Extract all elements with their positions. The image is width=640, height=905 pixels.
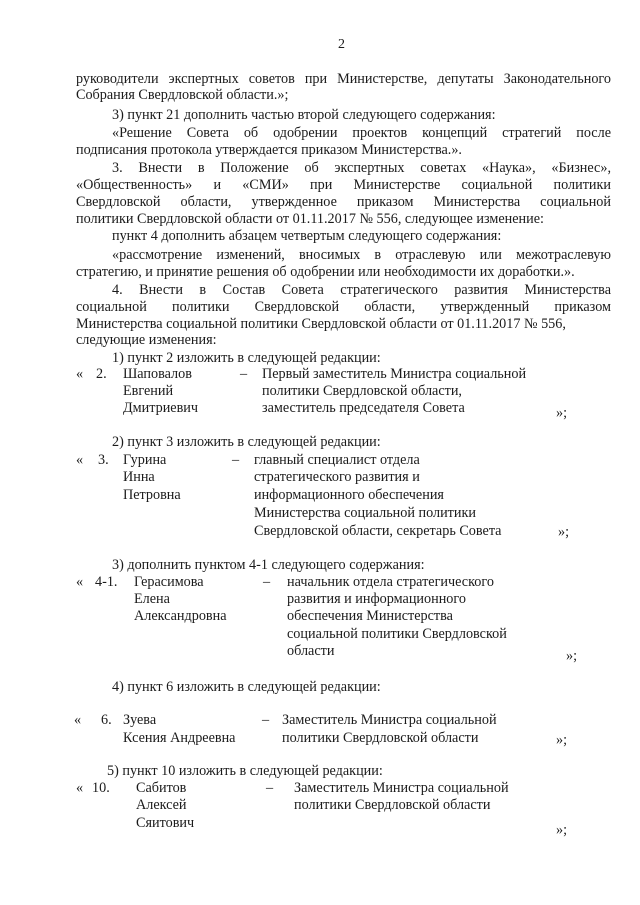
change-5-desc-line-2: политики Свердловской области xyxy=(294,797,491,813)
change-4-heading: 4) пункт 6 изложить в следующей редакции: xyxy=(112,679,381,695)
change-4-desc-line-1: Заместитель Министра социальной xyxy=(282,712,497,728)
intro-line-2: Собрания Свердловской области.»; xyxy=(76,87,289,103)
change-4-open-quote: « xyxy=(74,712,82,728)
intro-line-1: руководители экспертных советов при Министерстве, депутаты Законодательного xyxy=(76,71,611,87)
change-2-name-line-2: Инна xyxy=(123,469,155,485)
change-3-number: 4-1. xyxy=(95,574,118,590)
item3-quote-line-1: «Решение Совета об одобрении проектов концепций стратегий после xyxy=(112,125,611,141)
change-1-name-line-2: Евгений xyxy=(123,383,174,399)
change-2-name-line-3: Петровна xyxy=(123,487,181,503)
change-2-close-quote: »; xyxy=(558,524,570,540)
change-5-open-quote: « xyxy=(76,780,84,796)
change-2-desc-line-3: информационного обеспечения xyxy=(254,487,444,503)
change-4-close-quote: »; xyxy=(556,732,568,748)
section3-line-2: «Общественность» и «СМИ» при Министерстве социальной политики xyxy=(76,177,611,193)
section4-line-2: социальной политики Свердловской области, утвержденный приказом xyxy=(76,299,611,315)
change-2-number: 3. xyxy=(98,452,109,468)
change-3-heading: 3) дополнить пунктом 4-1 следующего содержания: xyxy=(112,557,425,573)
change-2-desc-line-2: стратегического развития и xyxy=(254,469,420,485)
change-1-desc-line-1: Первый заместитель Министра социальной xyxy=(262,366,527,382)
change-2-name-line-1: Гурина xyxy=(123,452,167,468)
section3-sub: пункт 4 дополнить абзацем четвертым следующего содержания: xyxy=(112,228,502,244)
change-3-name-line-2: Елена xyxy=(134,591,170,607)
change-3-desc-line-3: обеспечения Министерства xyxy=(287,608,453,624)
change-1-close-quote: »; xyxy=(556,405,568,421)
change-3-open-quote: « xyxy=(76,574,84,590)
change-2-desc-line-5: Свердловской области, секретарь Совета xyxy=(254,523,502,539)
change-5-name-line-3: Сяитович xyxy=(136,815,195,831)
section3-line-1: 3. Внести в Положение об экспертных советах «Наука», «Бизнес», xyxy=(112,160,611,176)
change-5-dash: – xyxy=(266,780,274,796)
section3-line-3: Свердловской области, утвержденное приказом Министерства социальной xyxy=(76,194,611,210)
change-5-close-quote: »; xyxy=(556,822,568,838)
change-4-name-line-2: Ксения Андреевна xyxy=(123,730,236,746)
item3-heading: 3) пункт 21 дополнить частью второй следующего содержания: xyxy=(112,107,496,123)
change-3-dash: – xyxy=(263,574,271,590)
change-5-name-line-1: Сабитов xyxy=(136,780,187,796)
section4-line-1: 4. Внести в Состав Совета стратегического развития Министерства xyxy=(112,282,611,298)
change-4-name-line-1: Зуева xyxy=(123,712,157,728)
change-3-close-quote: »; xyxy=(566,648,578,664)
change-3-desc-line-1: начальник отдела стратегического xyxy=(287,574,494,590)
change-1-number: 2. xyxy=(96,366,107,382)
change-1-dash: – xyxy=(240,366,248,382)
change-2-heading: 2) пункт 3 изложить в следующей редакции: xyxy=(112,434,381,450)
change-3-desc-line-5: области xyxy=(287,643,335,659)
item3-quote-line-2: подписания протокола утверждается приказом Министерства.». xyxy=(76,142,462,158)
change-4-number: 6. xyxy=(101,712,112,728)
change-1-name-line-1: Шаповалов xyxy=(123,366,192,382)
change-4-desc-line-2: политики Свердловской области xyxy=(282,730,479,746)
page-number: 2 xyxy=(338,37,345,52)
change-5-name-line-2: Алексей xyxy=(136,797,187,813)
section4-line-3: Министерства социальной политики Свердловской области от 01.11.2017 № 556, xyxy=(76,316,566,332)
change-1-heading: 1) пункт 2 изложить в следующей редакции: xyxy=(112,350,381,366)
change-5-desc-line-1: Заместитель Министра социальной xyxy=(294,780,509,796)
section4-line-4: следующие изменения: xyxy=(76,332,217,348)
change-2-desc-line-1: главный специалист отдела xyxy=(254,452,420,468)
change-3-name-line-1: Герасимова xyxy=(134,574,204,590)
section3-quote-line-2: стратегию, и принятие решения об одобрении или необходимости их доработки.». xyxy=(76,264,575,280)
change-1-name-line-3: Дмитриевич xyxy=(123,400,199,416)
section3-quote-line-1: «рассмотрение изменений, вносимых в отраслевую или межотраслевую xyxy=(112,247,611,263)
change-5-heading: 5) пункт 10 изложить в следующей редакции: xyxy=(107,763,383,779)
change-3-name-line-3: Александровна xyxy=(134,608,227,624)
change-1-desc-line-2: политики Свердловской области, xyxy=(262,383,462,399)
change-2-dash: – xyxy=(232,452,240,468)
change-3-desc-line-2: развития и информационного xyxy=(287,591,466,607)
change-2-open-quote: « xyxy=(76,452,84,468)
change-2-desc-line-4: Министерства социальной политики xyxy=(254,505,476,521)
change-4-dash: – xyxy=(262,712,270,728)
section3-line-4: политики Свердловской области от 01.11.2017 № 556, следующее изменение: xyxy=(76,211,544,227)
change-1-open-quote: « xyxy=(76,366,84,382)
change-3-desc-line-4: социальной политики Свердловской xyxy=(287,626,507,642)
change-1-desc-line-3: заместитель председателя Совета xyxy=(262,400,465,416)
change-5-number: 10. xyxy=(92,780,110,796)
